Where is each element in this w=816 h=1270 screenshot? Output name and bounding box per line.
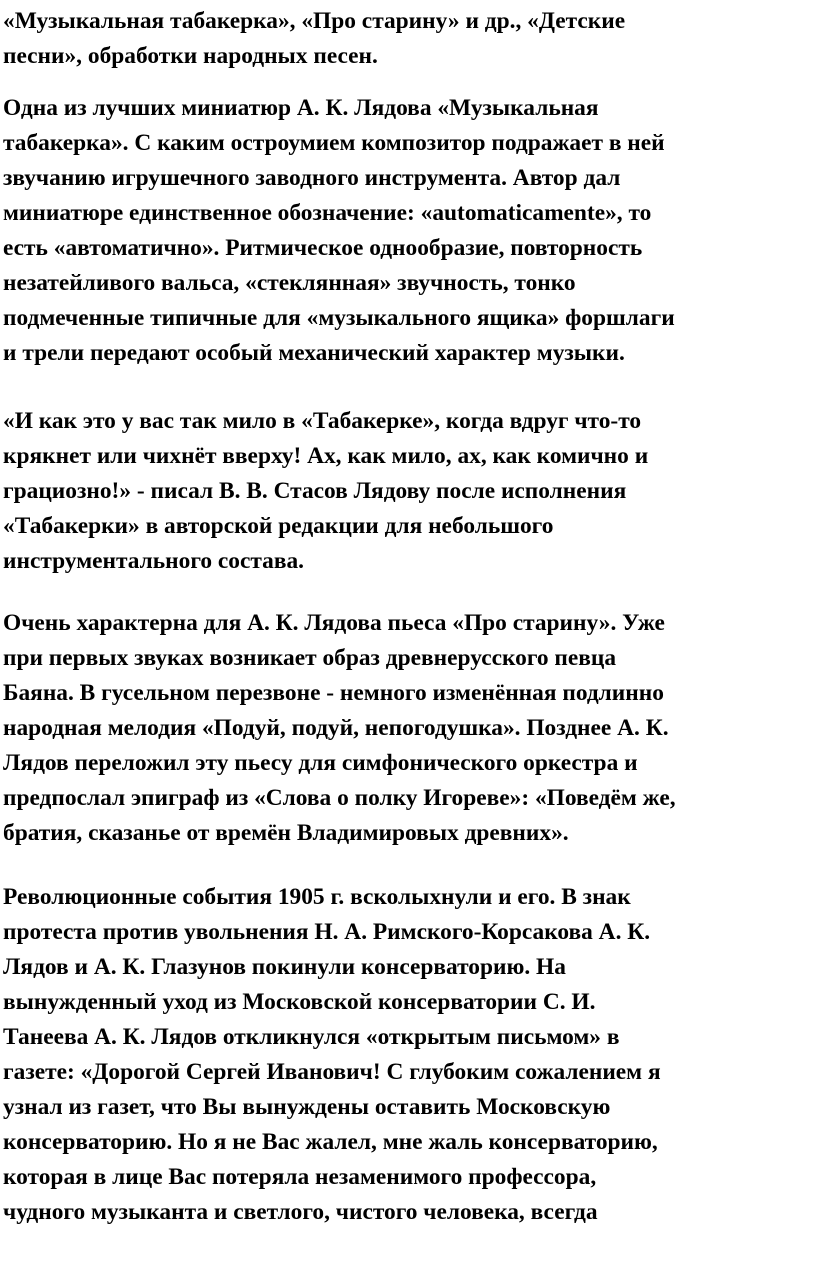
text-line: консерваторию. Но я не Вас жалел, мне жаль консерваторию, [3, 1129, 658, 1155]
text-line: братия, сказанье от времён Владимировых древних». [3, 820, 569, 846]
paragraph-3 [0, 404, 816, 579]
text-line: чудного музыканта и светлого, чистого человека, всегда [3, 1199, 598, 1225]
text-line: и трели передают особый механический характер музыки. [3, 340, 625, 366]
text-line: Лядов и А. К. Глазунов покинули консерваторию. На [3, 954, 566, 980]
text-line: которая в лице Вас потеряла незаменимого профессора, [3, 1164, 597, 1190]
text-line: предпослал эпиграф из «Слова о полку Игореве»: «Поведём же, [3, 785, 676, 811]
paragraph-2 [0, 91, 816, 371]
text-line: Лядов переложил эту пьесу для симфонического оркестра и [3, 750, 638, 776]
paragraph-1 [0, 4, 816, 74]
text-line: звучанию игрушечного заводного инструмента. Автор дал [3, 165, 621, 191]
paragraph-5 [0, 880, 816, 1230]
text-line: Танеева А. К. Лядов откликнулся «открытым письмом» в [3, 1024, 620, 1050]
text-line: миниатюре единственное обозначение: «automaticamente», то [3, 200, 652, 226]
text-line: «Табакерки» в авторской редакции для небольшого [3, 513, 554, 539]
text-line: Баяна. В гусельном перезвоне - немного изменённая подлинно [3, 680, 664, 706]
text-line: грациозно!» - писал В. В. Стасов Лядову после исполнения [3, 478, 627, 504]
text-line: табакерка». С каким остроумием композитор подражает в ней [3, 130, 665, 156]
text-line: «Музыкальная табакерка», «Про старину» и др., «Детские [3, 8, 626, 34]
text-line: Одна из лучших миниатюр А. К. Лядова «Музыкальная [3, 95, 599, 121]
text-line: Революционные события 1905 г. всколыхнули и его. В знак [3, 884, 631, 910]
text-line: подмеченные типичные для «музыкального ящика» форшлаги [3, 305, 675, 331]
text-line: народная мелодия «Подуй, подуй, непогодушка». Позднее А. К. [3, 715, 669, 741]
paragraph-4 [0, 606, 816, 851]
text-line: незатейливого вальса, «стеклянная» звучность, тонко [3, 270, 576, 296]
text-line: крякнет или чихнёт вверху! Ах, как мило, ах, как комично и [3, 443, 649, 469]
text-line: протеста против увольнения Н. А. Римского-Корсакова А. К. [3, 919, 651, 945]
text-line: песни», обработки народных песен. [3, 43, 378, 69]
text-line: Очень характерна для А. К. Лядова пьеса «Про старину». Уже [3, 610, 665, 636]
text-line: вынужденный уход из Московской консерватории С. И. [3, 989, 596, 1015]
text-line: при первых звуках возникает образ древнерусского певца [3, 645, 617, 671]
text-line: инструментального состава. [3, 548, 305, 574]
text-line: узнал из газет, что Вы вынуждены оставить Московскую [3, 1094, 611, 1120]
text-line: есть «автоматично». Ритмическое однообразие, повторность [3, 235, 643, 261]
text-line: газете: «Дорогой Сергей Иванович! С глубоким сожалением я [3, 1059, 661, 1085]
text-line: «И как это у вас так мило в «Табакерке», когда вдруг что-то [3, 408, 642, 434]
